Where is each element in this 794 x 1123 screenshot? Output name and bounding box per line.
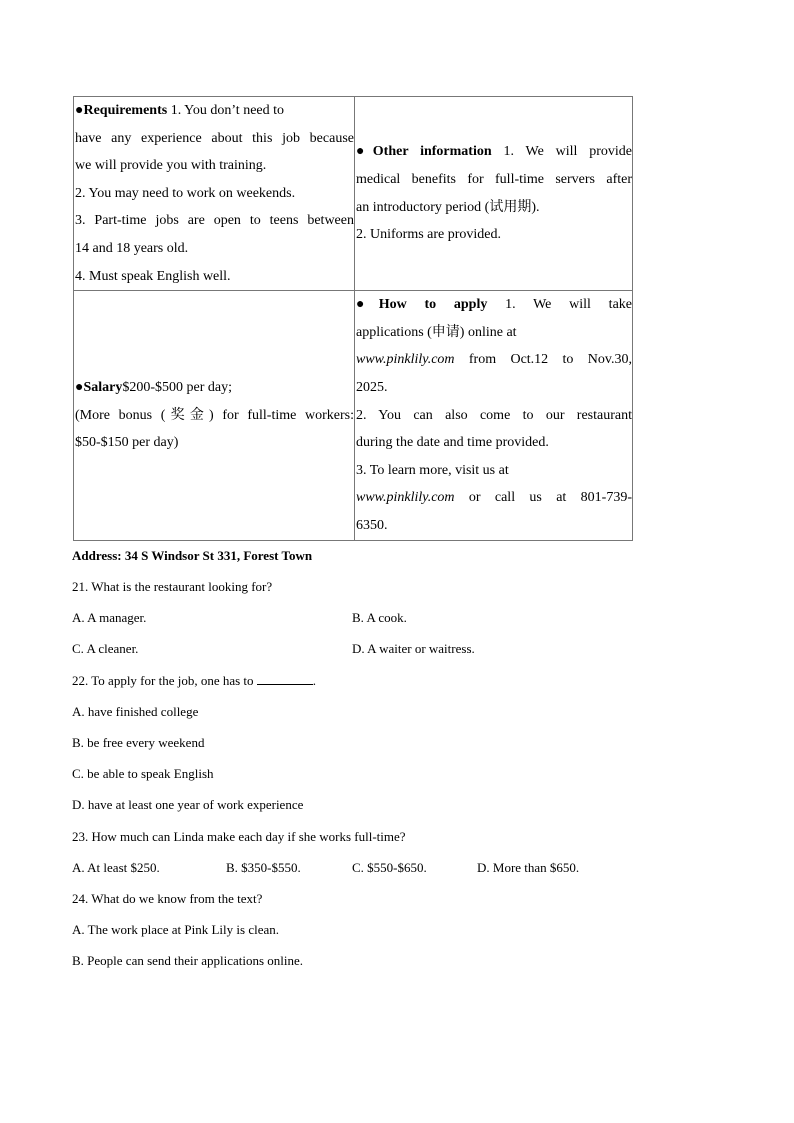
requirements-line: 14 and 18 years old. — [75, 240, 189, 256]
how-to-apply-line: applications (申请) online at — [356, 324, 517, 340]
q23-option-b[interactable]: B. $350-$550. — [226, 860, 301, 875]
how-to-apply-line: or call us at 801-739- — [454, 490, 632, 506]
question-24-stem: 24. What do we know from the text? — [72, 891, 263, 906]
salary-cell — [74, 291, 355, 540]
q21-option-a[interactable]: A. A manager. — [72, 610, 147, 625]
bullet-icon: ● — [75, 103, 84, 118]
how-to-apply-cell — [355, 291, 633, 540]
how-to-apply-heading: How to apply — [378, 297, 488, 313]
how-to-apply-line: 3. To learn more, visit us at — [356, 462, 509, 478]
how-to-apply-line: 2. You can also come to our restaurant — [356, 407, 632, 423]
q23-option-a[interactable]: A. At least $250. — [72, 860, 160, 875]
other-information-line: 1. We will provide — [491, 144, 632, 160]
q24-option-a[interactable]: A. The work place at Pink Lily is clean. — [72, 922, 279, 937]
address-line: Address: 34 S Windsor St 331, Forest Town — [72, 548, 313, 563]
requirements-line: 3. Part-time jobs are open to teens between — [75, 213, 354, 229]
q22-option-b[interactable]: B. be free every weekend — [72, 735, 205, 750]
salary-line: (More bonus (奖金) for full-time workers: — [75, 407, 354, 423]
salary-heading: Salary — [83, 379, 123, 395]
table-row — [74, 97, 633, 291]
other-information-line: medical benefits for full-time servers after — [356, 171, 632, 187]
q22-option-c[interactable]: C. be able to speak English — [72, 766, 214, 781]
job-info-table — [73, 96, 633, 541]
other-information-line: 2. Uniforms are provided. — [356, 227, 502, 243]
q24-option-b[interactable]: B. People can send their applications online. — [72, 953, 304, 968]
how-to-apply-line: 6350. — [356, 517, 388, 533]
other-information-heading: Other information — [372, 144, 492, 160]
q22-stem-end: . — [312, 673, 317, 688]
q21-option-c[interactable]: C. A cleaner. — [72, 641, 139, 656]
q21-option-d[interactable]: D. A waiter or waitress. — [352, 641, 475, 656]
bullet-icon: ● — [356, 297, 379, 313]
q23-option-c[interactable]: C. $550-$650. — [352, 860, 427, 875]
other-information-line: an introductory period (试用期). — [356, 199, 540, 215]
q22-stem-text: 22. To apply for the job, one has to — [72, 673, 257, 688]
salary-line: $200-$500 per day; — [122, 379, 233, 395]
question-21-stem: 21. What is the restaurant looking for? — [72, 579, 273, 594]
bullet-icon: ● — [75, 379, 84, 395]
how-to-apply-line: from Oct.12 to Nov.30, — [454, 352, 632, 368]
how-to-apply-line: 1. We will take — [487, 297, 632, 313]
q21-option-b[interactable]: B. A cook. — [352, 610, 407, 625]
table-row — [74, 291, 633, 540]
other-information-cell — [355, 97, 633, 291]
how-to-apply-line: 2025. — [356, 379, 388, 395]
q22-option-a[interactable]: A. have finished college — [72, 704, 199, 719]
question-22-stem — [72, 673, 316, 689]
website-link[interactable]: www.pinklily.com — [356, 352, 455, 368]
website-link[interactable]: www.pinklily.com — [356, 490, 455, 506]
q23-option-d[interactable]: D. More than $650. — [477, 860, 580, 875]
requirements-line: 2. You may need to work on weekends. — [75, 185, 296, 201]
requirements-heading: Requirements — [83, 103, 168, 118]
requirements-line: 4. Must speak English well. — [75, 268, 231, 284]
requirements-cell — [74, 97, 355, 291]
bullet-icon: ● — [356, 144, 373, 160]
how-to-apply-line: during the date and time provided. — [356, 435, 549, 451]
answer-blank — [257, 674, 313, 685]
salary-line: $50-$150 per day) — [75, 435, 179, 451]
requirements-line: 1. You don’t need to — [167, 103, 285, 118]
question-23-stem: 23. How much can Linda make each day if she works full-time? — [72, 829, 406, 844]
requirements-line: have any experience about this job because — [75, 130, 354, 146]
q22-option-d[interactable]: D. have at least one year of work experience — [72, 797, 304, 812]
requirements-line: we will provide you with training. — [75, 158, 267, 174]
